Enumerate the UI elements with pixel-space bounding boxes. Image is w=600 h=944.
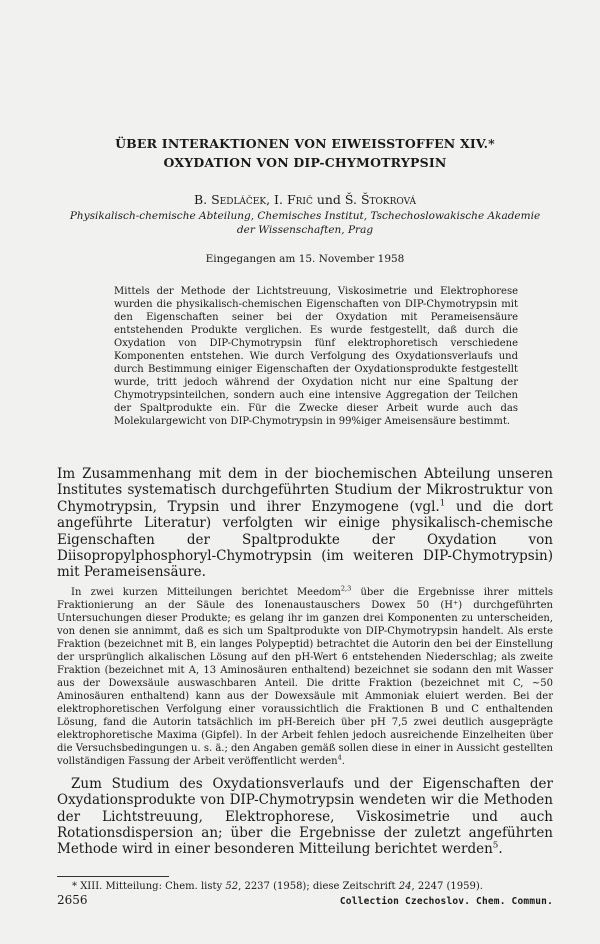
footnote bbox=[57, 880, 553, 893]
literature-text-b: über die Ergebnisse ihrer mittels Fraktionierung an der Säule des Ionenaustauschers Dowex 50 (H⁺) durchgeführten Untersuchungen dieser Produkte; es gelang ihr im ganzen drei Komponenten zu unterscheiden, von denen sie annimmt, daß es sich um Spaltprodukte von DIP-Chymotrypsin handelt. Als erste Fraktion (bezeichnet mit B, ein langes Polypeptid) betrachtet die Autorin den bei der Einstellung der ursprünglich alkalischen Lösung auf den pH-Wert 6 entstehenden Niederschlag; als zweite Fraktion (bezeichnet mit A, 13 Aminosäuren enthaltend) bezeichnet sie sodann den mit Wasser aus der Dowexsäule auswaschbaren Anteil. Die dritte Fraktion (bezeichnet mit C, ~50 Aminosäuren enthaltend) kann aus der Dowexsäule mit Ammoniak eluiert werden. Bei der elektrophoretischen Verfolgung einer voraussichtlich die Fraktionen B und C enthaltenden Lösung, fand die Autorin tatsächlich im pH-Bereich über pH 7,5 zwei deutlich ausgeprägte elektrophoretische Maxima (Gipfel). In der Arbeit fehlen jedoch ausreichende Einzelheiten über die Versuchsbedingungen u. s. ä.; den Angaben gemäß sollen diese in einer in Aussicht gestellten vollständigen Fassung der Arbeit veröffentlicht werden bbox=[57, 586, 553, 767]
intro-text-a: Im Zusammenhang mit dem in der biochemischen Abteilung unseren Institutes systematisch durchgeführten Studium der Mikrostruktur von Chymotrypsin, Trypsin und ihrer Enzymogene (vgl. bbox=[57, 466, 553, 515]
author-separator-2: und Š. bbox=[312, 192, 361, 207]
methods-text-b: . bbox=[498, 841, 503, 858]
affiliation-line-1: Physikalisch-chemische Abteilung, Chemisches Institut, Tschechoslowakische Akademie bbox=[69, 210, 541, 222]
page-footer bbox=[57, 893, 553, 907]
author-2-name: Frič bbox=[286, 192, 313, 207]
literature-paragraph bbox=[57, 586, 553, 768]
affiliation bbox=[57, 209, 553, 237]
intro-paragraph bbox=[57, 466, 553, 581]
author-separator-1: , I. bbox=[266, 192, 287, 207]
footnote-text: , 2237 (1958); diese Zeitschrift bbox=[238, 880, 399, 892]
reference-marker: 1 bbox=[439, 498, 446, 509]
received-date: Eingegangen am 15. November 1958 bbox=[205, 253, 405, 265]
author-3-name: Štokrová bbox=[360, 192, 417, 207]
affiliation-line-2: der Wissenschaften, Prag bbox=[236, 224, 374, 236]
footnote-volume: 52 bbox=[225, 880, 239, 892]
abstract: Mittels der Methode der Lichtstreuung, Viskosimetrie und Elektrophorese wurden die physikalisch-chemischen Eigenschaften von DIP-Chymotrypsin mit den Eigenschaften seiner bei der Oxydation mit Perameisensäure entstehenden Produkte verglichen. Es wurde festgestellt, daß durch die Oxydation von DIP-Chymotrypsin fünf elektrophoretisch verschiedene Komponenten entstehen. Wie durch Verfolgung des Oxydationsverlaufs und durch Bestimmung einiger Eigenschaften der Oxydationsprodukte festgestellt wurde, tritt jedoch während der Oxydation nicht nur eine Spaltung der Chymotrypsinteilchen, sondern auch eine intensive Aggregation der Teilchen der Spaltprodukte ein. Für die Zwecke dieser Arbeit wurde auch das Molekulargewicht von DIP-Chymotrypsin in 99%iger Ameisensäure bestimmt. bbox=[114, 286, 518, 427]
reference-marker: 4 bbox=[337, 753, 342, 762]
literature-text-c: . bbox=[341, 755, 345, 767]
footnote-text: , 2247 (1959). bbox=[411, 880, 483, 892]
literature-text-a: In zwei kurzen Mitteilungen berichtet Meedom bbox=[71, 586, 341, 598]
journal-name: Collection Czechoslov. Chem. Commun. bbox=[339, 896, 553, 907]
article-title bbox=[57, 134, 553, 172]
footnote-divider bbox=[57, 876, 169, 877]
author-1-initial: B. bbox=[193, 192, 212, 207]
author-list bbox=[57, 192, 553, 207]
reference-marker: 5 bbox=[492, 840, 499, 851]
methods-paragraph bbox=[57, 776, 553, 858]
page-number: 2656 bbox=[57, 893, 88, 907]
title-line-2: OXYDATION VON DIP-CHYMOTRYPSIN bbox=[163, 155, 447, 170]
footnote-marker: * bbox=[72, 880, 81, 892]
footnote-text: XIII. Mitteilung: Chem. listy bbox=[80, 880, 226, 892]
methods-text-a: Zum Studium des Oxydationsverlaufs und der Eigenschaften der Oxydationsprodukte von DIP-Chymotrypsin wendeten wir die Methoden der Lichtstreuung, Elektrophorese, Viskosimetrie und auch Rotationsdispersion an; über die Ergebnisse der zuletzt angeführten Methode wird in einer besonderen Mitteilung berichtet werden bbox=[57, 775, 553, 858]
intro-text-b: und die dort angeführte Literatur) verfolgten wir einige physikalisch-chemische Eigenschaften der Spaltprodukte der Oxydation von Diisopropylphosphoryl-Chymotrypsin (im weiteren DIP-Chymotrypsin) mit Perameisensäure. bbox=[57, 498, 553, 581]
reference-marker: 2,3 bbox=[340, 584, 352, 593]
title-line-1: ÜBER INTERAKTIONEN VON EIWEISSTOFFEN XIV.* bbox=[115, 136, 495, 151]
author-1-name: Sedláček bbox=[211, 192, 267, 207]
footnote-volume: 24 bbox=[398, 880, 412, 892]
